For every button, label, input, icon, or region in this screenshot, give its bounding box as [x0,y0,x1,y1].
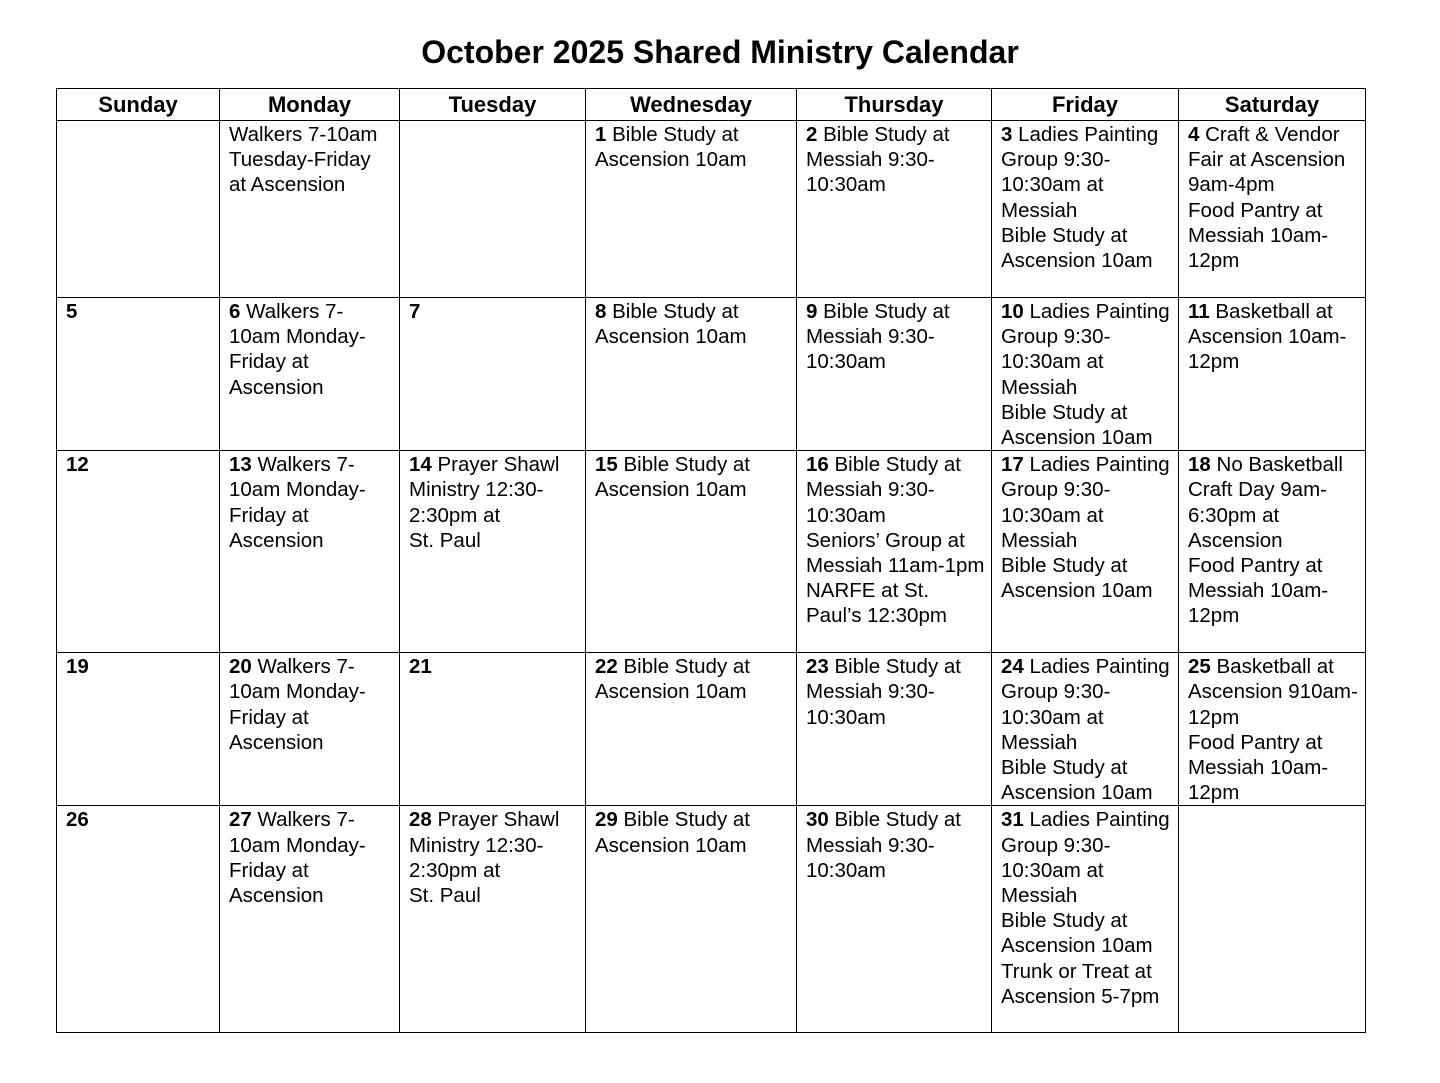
day-cell [797,298,992,451]
day-number: 12 [66,453,89,477]
event-text: Ladies Painting Group 9:30-10:30am at Messiah [1001,655,1170,754]
event-line [1001,654,1172,755]
day-cell [586,298,797,451]
event-line [1188,730,1359,806]
event-text: Ladies Painting Group 9:30-10:30am at Messiah [1001,300,1170,399]
event-line [1001,807,1172,908]
day-number: 4 [1188,123,1200,146]
day-number: 17 [1001,453,1024,477]
day-number: 23 [806,655,829,679]
day-number: 11 [1188,300,1210,323]
event-text: Walkers 7-10am Monday-Friday at Ascension [229,655,366,754]
day-cell [220,121,400,298]
event-text: No Basketball [1210,453,1343,477]
day-cell [220,451,400,653]
day-number: 7 [409,300,421,323]
day-number: 6 [229,300,241,323]
event-text: Bible Study at Ascension 10am [595,300,747,349]
day-cell [1179,298,1366,451]
day-cell [57,298,220,451]
event-text: Seniors’ Group at Messiah 11am-1pm [806,528,985,578]
day-number: 24 [1001,655,1024,679]
event-line [595,299,790,349]
day-number: 19 [66,655,89,679]
event-line [66,654,213,679]
event-text: Bible Study at Ascension 10am [1001,909,1153,958]
event-line [66,452,213,477]
event-text: NARFE at St. Paul’s 12:30pm [806,579,947,628]
event-text: Bible Study at Messiah 9:30-10:30am [806,300,950,374]
event-line [66,807,213,832]
event-line [595,122,790,172]
event-text: Food Pantry at Messiah 10am-12pm [1188,198,1329,273]
event-line [595,452,790,502]
day-cell [586,806,797,1033]
event-text: St. Paul [409,884,481,908]
day-cell [797,653,992,806]
event-text: Bible Study at Ascension 10am [595,123,747,172]
day-number: 2 [806,123,818,146]
event-text: Bible Study at Messiah 9:30-10:30am [806,655,962,729]
weekday-header: Saturday [1179,89,1366,121]
event-line [1001,959,1172,1009]
event-line [1001,908,1172,958]
day-cell [1179,121,1366,298]
event-line [409,883,579,908]
event-text: Craft Day 9am-6:30pm at Ascension [1188,478,1327,552]
day-number: 3 [1001,123,1013,146]
event-text: Bible Study at Messiah 9:30-10:30am [806,808,962,882]
day-number: 30 [806,808,829,832]
event-text: Ladies Painting Group 9:30-10:30am at Messiah [1001,808,1170,908]
day-cell [57,451,220,653]
event-line [1188,654,1359,730]
event-line [806,452,985,528]
event-line [1001,755,1172,805]
event-line [229,299,393,400]
event-line [409,528,579,553]
calendar-title: October 2025 Shared Ministry Calendar [421,34,1019,70]
event-text: Food Pantry at Messiah 10am-12pm [1188,554,1329,628]
event-text: Ladies Painting Group 9:30-10:30am at Messiah [1001,453,1170,552]
event-text: Craft & Vendor Fair at Ascension 9am-4pm [1188,123,1346,197]
event-line [1001,122,1172,223]
weekday-header-row [57,89,1366,121]
day-cell [400,451,586,653]
day-cell [400,806,586,1033]
week-row [57,653,1366,806]
day-cell [1179,451,1366,653]
day-number: 29 [595,808,618,832]
weekday-header: Sunday [57,89,220,121]
calendar-table [56,88,1366,1033]
day-cell [400,298,586,451]
event-line [409,654,579,679]
event-text: Bible Study at Ascension 10am [1001,223,1153,273]
event-line [1188,198,1359,274]
day-number: 21 [409,655,432,679]
event-text: Prayer Shawl Ministry 12:30-2:30pm at [409,453,560,527]
event-line [229,807,393,908]
event-line [409,299,579,324]
event-line [1188,452,1359,477]
event-text: Bible Study at Ascension 10am [1001,400,1153,450]
event-line [229,452,393,553]
event-line [1001,553,1172,603]
event-line [1188,477,1359,553]
event-text: Bible Study at Ascension 10am [1001,756,1153,805]
event-line [1001,299,1172,400]
day-cell [992,121,1179,298]
day-number: 15 [595,453,618,477]
event-text: Walkers 7-10am Monday-Friday at Ascension [229,808,366,908]
event-line [806,578,985,628]
day-number: 20 [229,655,252,679]
week-row [57,121,1366,298]
event-text: Bible Study at Ascension 10am [595,453,751,502]
event-text: Basketball at Ascension 910am-12pm [1188,655,1358,729]
day-cell [1179,653,1366,806]
event-line [66,299,213,324]
event-text: Basketball at Ascension 10am-12pm [1188,300,1347,374]
event-line [1001,223,1172,273]
day-cell [220,653,400,806]
event-line [1188,122,1359,198]
day-cell [797,451,992,653]
day-cell [1179,806,1366,1033]
event-line [806,528,985,578]
day-number: 8 [595,300,607,323]
day-cell [220,298,400,451]
day-number: 31 [1001,808,1024,832]
event-line [1001,400,1172,450]
week-row [57,298,1366,451]
day-number: 9 [806,300,818,323]
event-text: Walkers 7-10am Monday-Friday at Ascension [229,453,366,552]
weekday-header: Tuesday [400,89,586,121]
day-cell [992,451,1179,653]
event-text: Walkers 7-10am Monday-Friday at Ascension [229,300,366,399]
day-cell [400,653,586,806]
event-line [806,654,985,730]
event-text: Bible Study at Ascension 10am [1001,554,1153,603]
day-cell [586,451,797,653]
event-text: Food Pantry at Messiah 10am-12pm [1188,730,1329,805]
event-line [595,807,790,857]
day-cell [220,806,400,1033]
day-number: 13 [229,453,252,477]
event-text: Bible Study at Messiah 9:30-10:30am [806,453,962,527]
day-number: 10 [1001,300,1024,323]
day-number: 27 [229,808,252,832]
day-number: 18 [1188,453,1211,477]
event-line [595,654,790,704]
event-text: Bible Study at Ascension 10am [595,655,751,704]
day-number: 22 [595,655,618,679]
day-cell [992,653,1179,806]
day-number: 26 [66,808,89,832]
event-line [409,807,579,883]
day-cell [586,121,797,298]
weekday-header: Friday [992,89,1179,121]
day-cell [586,653,797,806]
week-row [57,451,1366,653]
weekday-header: Wednesday [586,89,797,121]
event-text: Prayer Shawl Ministry 12:30-2:30pm at [409,808,560,882]
weekday-header: Thursday [797,89,992,121]
day-number: 16 [806,453,829,477]
event-text: Bible Study at Ascension 10am [595,808,751,857]
event-line [806,807,985,883]
event-line [1188,553,1359,629]
day-cell [57,121,220,298]
day-number: 5 [66,300,78,323]
day-number: 1 [595,123,607,146]
day-cell [992,298,1179,451]
event-text: Ladies Painting Group 9:30-10:30am at Messiah [1001,123,1159,222]
event-line [409,452,579,528]
event-text: Trunk or Treat at Ascension 5-7pm [1001,959,1160,1008]
week-row [57,806,1366,1033]
event-line [806,122,985,198]
event-line [229,654,393,755]
event-text: St. Paul [409,528,481,552]
day-cell [57,806,220,1033]
event-line [1001,452,1172,553]
event-line [806,299,985,375]
event-text: Walkers 7-10am Tuesday-Friday at Ascension [229,123,378,197]
day-number: 25 [1188,655,1211,679]
day-number: 14 [409,453,432,477]
day-cell [992,806,1179,1033]
day-number: 28 [409,808,432,832]
event-line [229,122,393,198]
weekday-header: Monday [220,89,400,121]
event-text: Bible Study at Messiah 9:30-10:30am [806,123,950,197]
event-line [1188,299,1359,375]
day-cell [400,121,586,298]
day-cell [57,653,220,806]
day-cell [797,121,992,298]
day-cell [797,806,992,1033]
